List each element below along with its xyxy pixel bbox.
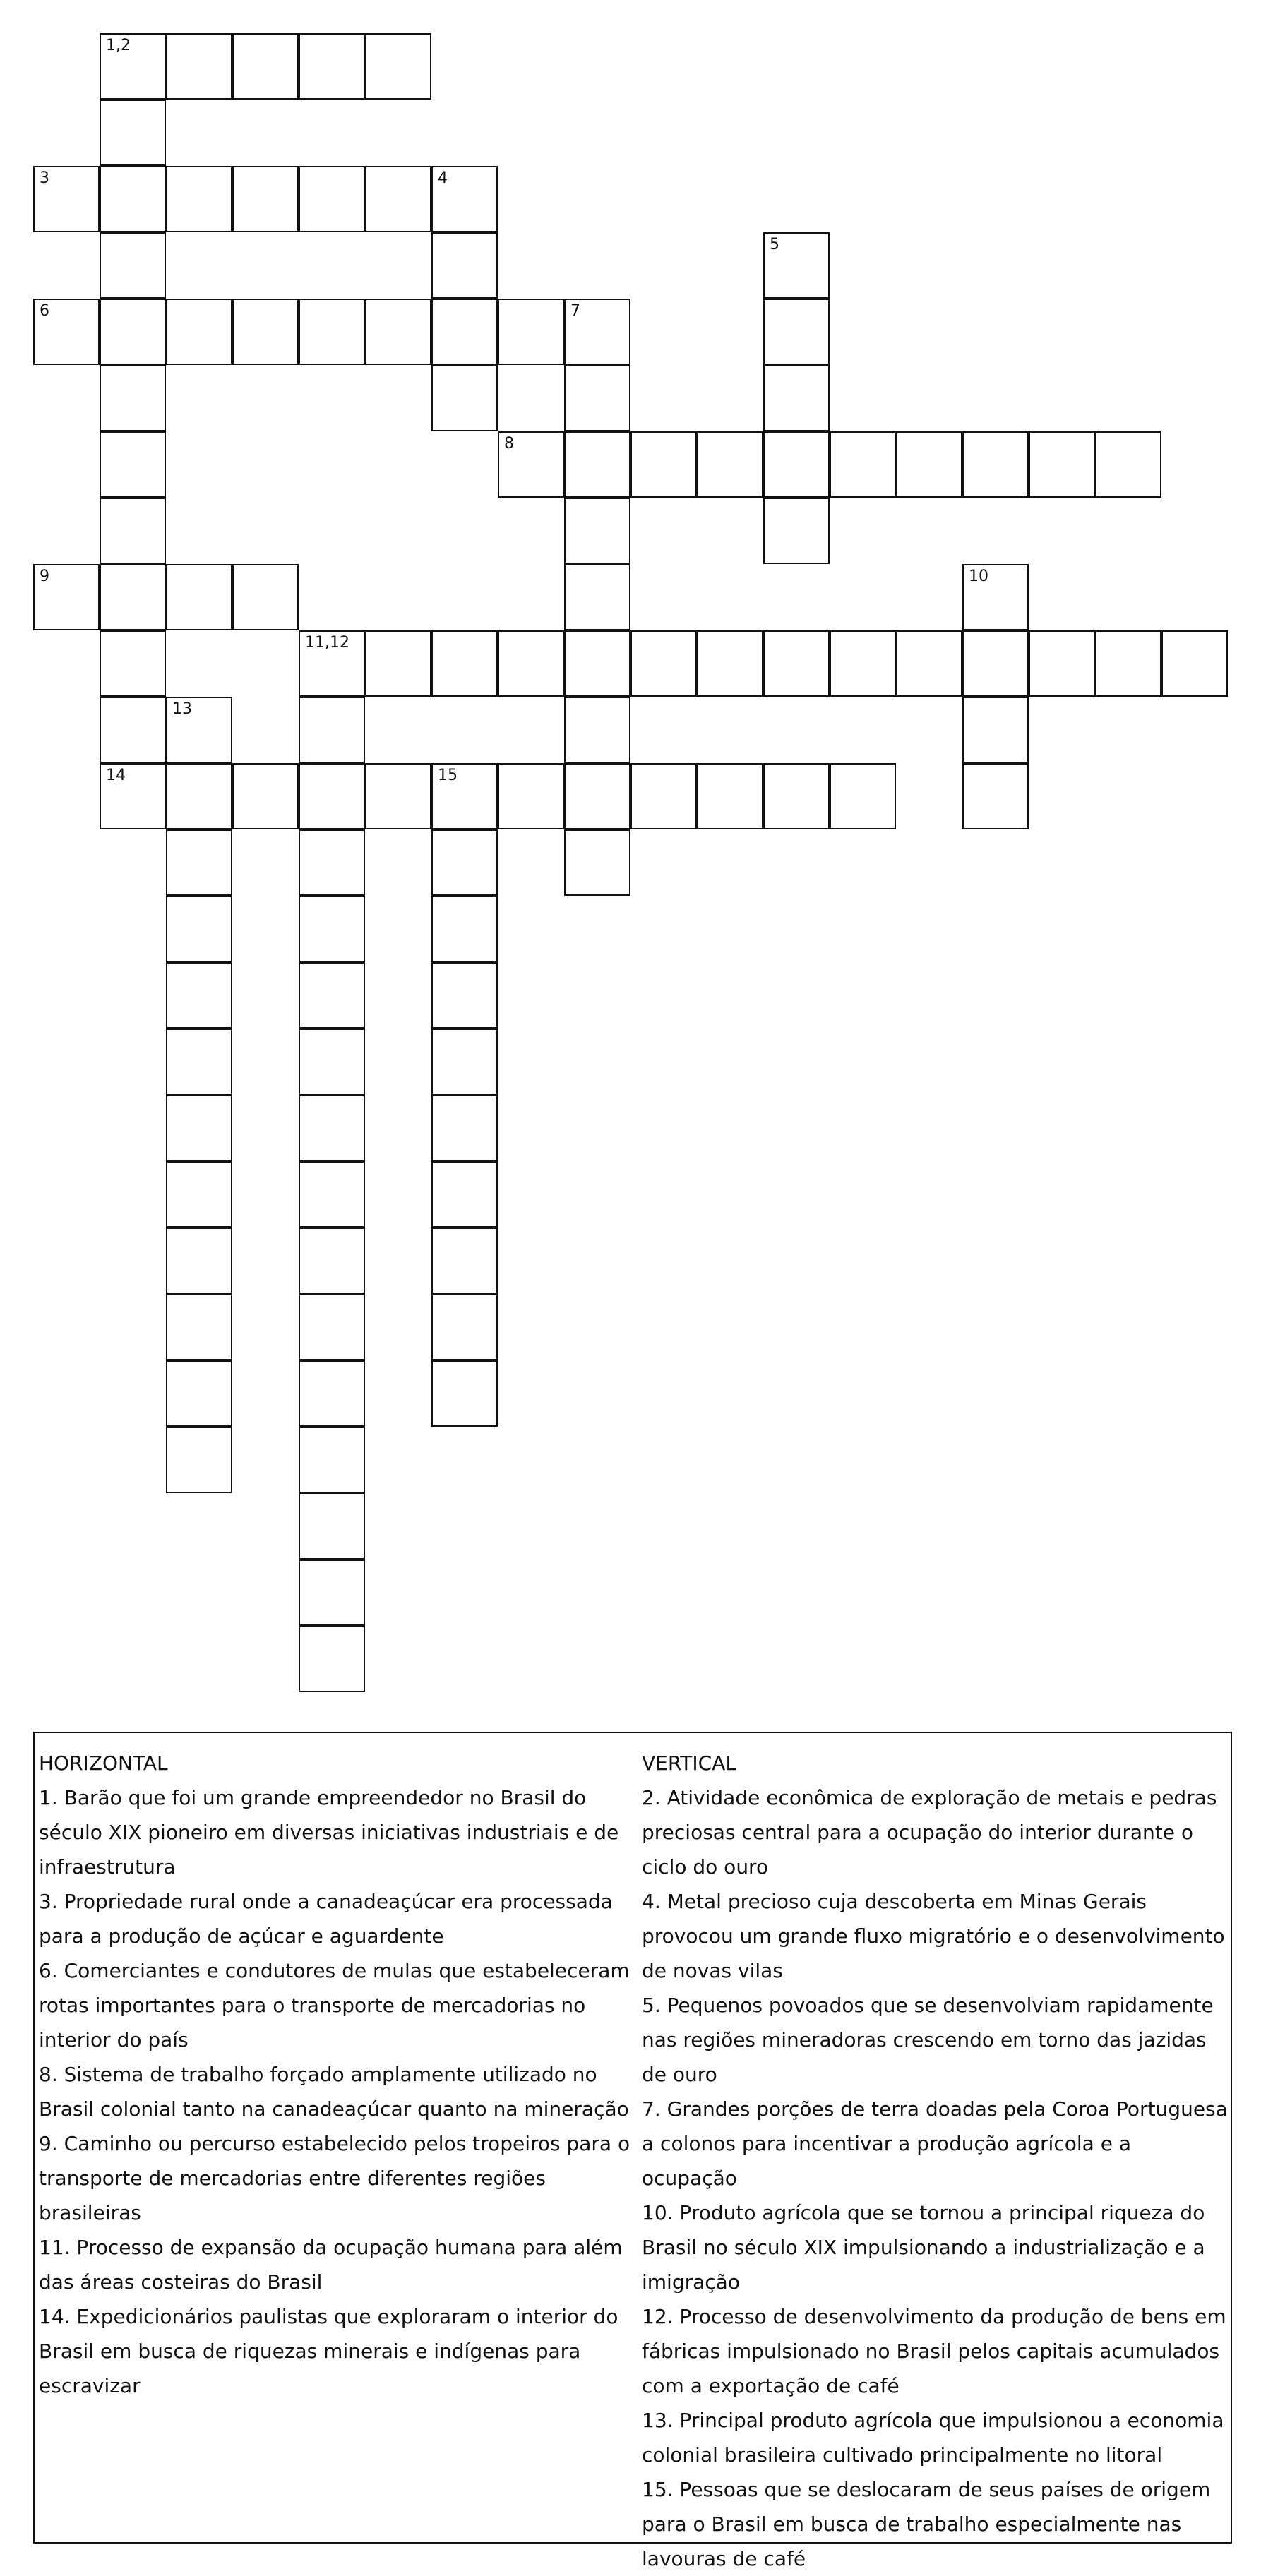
grid-cell[interactable] bbox=[166, 1161, 232, 1228]
grid-cell[interactable] bbox=[1095, 630, 1161, 697]
grid-cell[interactable] bbox=[830, 763, 896, 829]
grid-cell[interactable] bbox=[166, 1427, 232, 1493]
clue-vertical-5: 5. Pequenos povoados que se desenvolviam rapidamente nas regiões mineradoras crescendo em torno das jazidas de ouro bbox=[642, 1994, 1214, 2086]
grid-cell[interactable] bbox=[431, 763, 498, 829]
grid-cell[interactable] bbox=[431, 630, 498, 697]
grid-cell[interactable] bbox=[166, 33, 232, 100]
grid-cell[interactable] bbox=[299, 33, 365, 100]
clue-vertical-4: 4. Metal precioso cuja descoberta em Minas Gerais provocou um grande fluxo migratório e o desenvolvimento de novas vilas bbox=[642, 1890, 1225, 1982]
clue-number: 9 bbox=[40, 568, 49, 585]
grid-cell[interactable] bbox=[100, 365, 166, 431]
grid-cell[interactable] bbox=[1029, 630, 1095, 697]
grid-cell[interactable] bbox=[962, 431, 1029, 498]
vertical-heading: VERTICAL bbox=[642, 1751, 736, 1775]
grid-cell[interactable] bbox=[166, 299, 232, 365]
grid-cell[interactable] bbox=[33, 564, 100, 630]
grid-cell[interactable] bbox=[166, 763, 232, 829]
grid-cell[interactable] bbox=[100, 564, 166, 630]
grid-cell[interactable] bbox=[1095, 431, 1161, 498]
clue-number: 5 bbox=[770, 236, 779, 253]
grid-cell[interactable] bbox=[299, 1161, 365, 1228]
vertical-clues-column bbox=[642, 1746, 1228, 2576]
grid-cell[interactable] bbox=[564, 829, 630, 896]
clue-number: 7 bbox=[570, 302, 580, 320]
clue-horizontal-9: 9. Caminho ou percurso estabelecido pelos tropeiros para o transporte de mercadorias entre diferentes regiões brasileiras bbox=[39, 2132, 630, 2224]
clue-horizontal-1: 1. Barão que foi um grande empreendedor no Brasil do século XIX pioneiro em diversas iniciativas industriais e de infraestrutura bbox=[39, 1786, 619, 1879]
grid-cell[interactable] bbox=[431, 232, 498, 299]
grid-cell[interactable] bbox=[962, 763, 1029, 829]
grid-cell[interactable] bbox=[365, 166, 431, 232]
clue-vertical-13: 13. Principal produto agrícola que impulsionou a economia colonial brasileira cultivado principalmente no litoral bbox=[642, 2409, 1224, 2467]
clues-box bbox=[33, 1732, 1232, 2570]
clue-number: 1,2 bbox=[106, 37, 131, 54]
grid-cell[interactable] bbox=[564, 431, 630, 498]
grid-cell[interactable] bbox=[299, 829, 365, 896]
grid-cell[interactable] bbox=[498, 299, 564, 365]
grid-cell[interactable] bbox=[232, 299, 299, 365]
grid-cell[interactable] bbox=[630, 431, 697, 498]
clue-vertical-7: 7. Grandes porções de terra doadas pela Coroa Portuguesa a colonos para incentivar a produção agrícola e a ocupação bbox=[642, 2097, 1228, 2190]
grid-cell[interactable] bbox=[100, 498, 166, 564]
grid-cell[interactable] bbox=[896, 630, 962, 697]
clue-horizontal-14: 14. Expedicionários paulistas que exploraram o interior do Brasil em busca de riquezas minerais e indígenas para escravizar bbox=[39, 2305, 618, 2397]
grid-cell[interactable] bbox=[431, 896, 498, 962]
grid-cell[interactable] bbox=[100, 166, 166, 232]
grid-cell[interactable] bbox=[166, 1360, 232, 1427]
grid-cell[interactable] bbox=[498, 763, 564, 829]
clue-vertical-10: 10. Produto agrícola que se tornou a principal riqueza do Brasil no século XIX impulsionando a industrialização e a imigração bbox=[642, 2201, 1205, 2294]
grid-cell[interactable] bbox=[431, 1161, 498, 1228]
grid-cell[interactable] bbox=[299, 1360, 365, 1427]
grid-cell[interactable] bbox=[630, 630, 697, 697]
grid-cell[interactable] bbox=[299, 1493, 365, 1559]
clue-vertical-2: 2. Atividade econômica de exploração de metais e pedras preciosas central para a ocupação do interior durante o ciclo do ouro bbox=[642, 1786, 1217, 1879]
grid-cell[interactable] bbox=[763, 763, 830, 829]
grid-cell[interactable] bbox=[100, 100, 166, 166]
grid-cell[interactable] bbox=[431, 1228, 498, 1294]
clue-number: 15 bbox=[438, 767, 458, 784]
grid-cell[interactable] bbox=[697, 763, 763, 829]
clue-number: 8 bbox=[504, 435, 514, 453]
grid-cell[interactable] bbox=[1161, 630, 1228, 697]
clue-horizontal-11: 11. Processo de expansão da ocupação humana para além das áreas costeiras do Brasil bbox=[39, 2236, 623, 2294]
grid-cell[interactable] bbox=[962, 630, 1029, 697]
grid-cell[interactable] bbox=[763, 630, 830, 697]
grid-cell[interactable] bbox=[763, 431, 830, 498]
grid-cell[interactable] bbox=[299, 166, 365, 232]
grid-cell[interactable] bbox=[299, 299, 365, 365]
grid-cell[interactable] bbox=[166, 896, 232, 962]
grid-cell[interactable] bbox=[365, 630, 431, 697]
grid-cell[interactable] bbox=[431, 365, 498, 431]
grid-cell[interactable] bbox=[431, 166, 498, 232]
grid-cell[interactable] bbox=[763, 498, 830, 564]
clue-horizontal-8: 8. Sistema de trabalho forçado amplamente utilizado no Brasil colonial tanto na canadeaçúcar quanto na mineração bbox=[39, 2063, 629, 2121]
clue-vertical-15: 15. Pessoas que se deslocaram de seus países de origem para o Brasil em busca de trabalho especialmente nas lavouras de café bbox=[642, 2478, 1211, 2570]
grid-cell[interactable] bbox=[365, 763, 431, 829]
horizontal-heading: HORIZONTAL bbox=[39, 1751, 168, 1775]
grid-cell[interactable] bbox=[299, 1427, 365, 1493]
grid-cell[interactable] bbox=[564, 630, 630, 697]
grid-cell[interactable] bbox=[232, 564, 299, 630]
grid-cell[interactable] bbox=[100, 763, 166, 829]
grid-cell[interactable] bbox=[100, 630, 166, 697]
grid-cell[interactable] bbox=[763, 365, 830, 431]
grid-cell[interactable] bbox=[962, 697, 1029, 763]
grid-cell[interactable] bbox=[431, 1294, 498, 1360]
grid-cell[interactable] bbox=[564, 763, 630, 829]
clue-number: 4 bbox=[438, 169, 448, 187]
grid-cell[interactable] bbox=[232, 33, 299, 100]
clue-horizontal-6: 6. Comerciantes e condutores de mulas que estabeleceram rotas importantes para o transporte de mercadorias no interior do país bbox=[39, 1959, 630, 2051]
grid-cell[interactable] bbox=[299, 630, 365, 697]
grid-cell[interactable] bbox=[431, 1360, 498, 1427]
grid-cell[interactable] bbox=[100, 431, 166, 498]
grid-cell[interactable] bbox=[697, 431, 763, 498]
grid-cell[interactable] bbox=[365, 299, 431, 365]
grid-cell[interactable] bbox=[299, 1029, 365, 1095]
clue-number: 11,12 bbox=[305, 634, 349, 652]
grid-cell[interactable] bbox=[365, 33, 431, 100]
grid-cell[interactable] bbox=[564, 498, 630, 564]
grid-cell[interactable] bbox=[431, 1095, 498, 1161]
clue-number: 3 bbox=[40, 169, 49, 187]
grid-cell[interactable] bbox=[166, 1228, 232, 1294]
clue-number: 14 bbox=[106, 767, 126, 784]
grid-cell[interactable] bbox=[100, 697, 166, 763]
grid-cell[interactable] bbox=[299, 1626, 365, 1692]
grid-cell[interactable] bbox=[498, 630, 564, 697]
grid-cell[interactable] bbox=[100, 232, 166, 299]
grid-cell[interactable] bbox=[166, 1294, 232, 1360]
grid-cell[interactable] bbox=[896, 431, 962, 498]
grid-cell[interactable] bbox=[498, 431, 564, 498]
grid-cell[interactable] bbox=[763, 232, 830, 299]
grid-cell[interactable] bbox=[830, 630, 896, 697]
grid-cell[interactable] bbox=[299, 1559, 365, 1626]
clue-number: 6 bbox=[40, 302, 49, 320]
grid-cell[interactable] bbox=[763, 299, 830, 365]
grid-cell[interactable] bbox=[564, 299, 630, 365]
grid-cell[interactable] bbox=[431, 1029, 498, 1095]
grid-cell[interactable] bbox=[166, 962, 232, 1029]
horizontal-clues-column bbox=[39, 1746, 632, 2403]
grid-cell[interactable] bbox=[166, 564, 232, 630]
grid-cell[interactable] bbox=[564, 697, 630, 763]
grid-cell[interactable] bbox=[166, 829, 232, 896]
grid-cell[interactable] bbox=[697, 630, 763, 697]
grid-cell[interactable] bbox=[232, 763, 299, 829]
grid-cell[interactable] bbox=[564, 365, 630, 431]
grid-cell[interactable] bbox=[33, 299, 100, 365]
clue-number: 10 bbox=[969, 568, 988, 585]
grid-cell[interactable] bbox=[166, 1095, 232, 1161]
grid-cell[interactable] bbox=[962, 564, 1029, 630]
grid-cell[interactable] bbox=[299, 763, 365, 829]
grid-cell[interactable] bbox=[100, 299, 166, 365]
grid-cell[interactable] bbox=[299, 962, 365, 1029]
grid-cell[interactable] bbox=[299, 697, 365, 763]
grid-cell[interactable] bbox=[299, 1095, 365, 1161]
clue-vertical-12: 12. Processo de desenvolvimento da produção de bens em fábricas impulsionado no Brasil pelos capitais acumulados com a exportação de café bbox=[642, 2305, 1226, 2397]
grid-cell[interactable] bbox=[166, 697, 232, 763]
grid-cell[interactable] bbox=[299, 896, 365, 962]
grid-cell[interactable] bbox=[431, 299, 498, 365]
grid-cell[interactable] bbox=[299, 1228, 365, 1294]
grid-cell[interactable] bbox=[431, 829, 498, 896]
grid-cell[interactable] bbox=[564, 564, 630, 630]
clue-horizontal-3: 3. Propriedade rural onde a canadeaçúcar era processada para a produção de açúcar e aguardente bbox=[39, 1890, 613, 1948]
grid-cell[interactable] bbox=[299, 1294, 365, 1360]
grid-cell[interactable] bbox=[1029, 431, 1095, 498]
grid-cell[interactable] bbox=[33, 166, 100, 232]
grid-cell[interactable] bbox=[166, 1029, 232, 1095]
clue-number: 13 bbox=[172, 700, 192, 718]
grid-cell[interactable] bbox=[630, 763, 697, 829]
grid-cell[interactable] bbox=[830, 431, 896, 498]
grid-cell[interactable] bbox=[100, 33, 166, 100]
grid-cell[interactable] bbox=[431, 962, 498, 1029]
grid-cell[interactable] bbox=[232, 166, 299, 232]
grid-cell[interactable] bbox=[166, 166, 232, 232]
